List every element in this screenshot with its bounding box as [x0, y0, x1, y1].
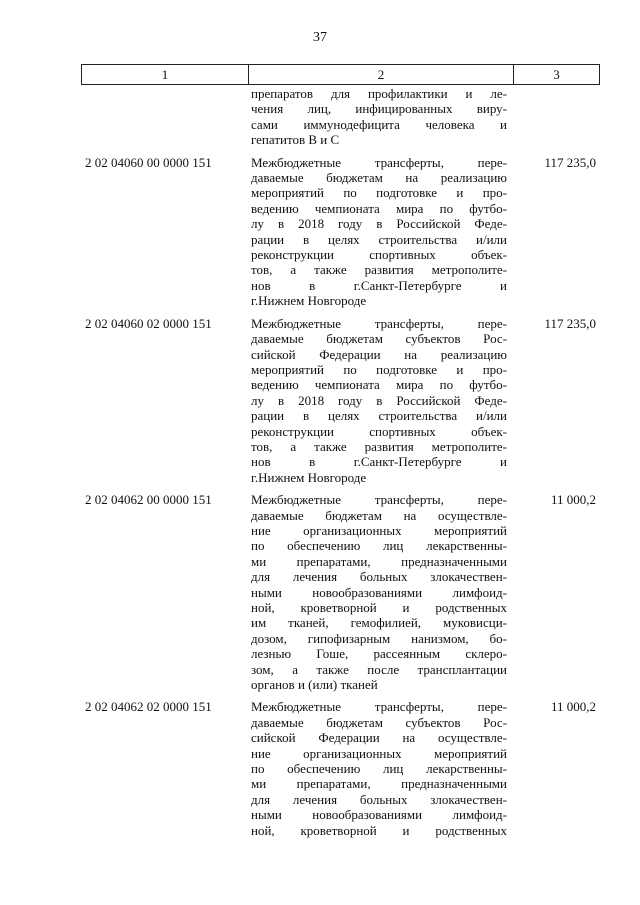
description-line: Межбюджетные трансферты, пере-	[251, 154, 507, 170]
description-line: органов и (или) тканей	[251, 677, 378, 693]
description-line: сийской Федерации на реализацию	[251, 346, 507, 362]
table-header	[81, 64, 600, 85]
column-header-3: 3	[553, 66, 560, 82]
budget-code	[81, 86, 247, 148]
description-line: г.Нижнем Новгороде	[251, 293, 367, 309]
amount-value: 117 235,0	[544, 154, 596, 170]
description-line: тов, а также развития метрополите-	[251, 438, 507, 454]
description-line: ми препаратами, предназначенными	[251, 776, 507, 792]
description-line: нов в г.Санкт-Петербурге и	[251, 277, 507, 293]
description-line: г.Нижнем Новгороде	[251, 469, 367, 485]
description-line: рации в целях строительства и/или	[251, 231, 507, 247]
table-body	[81, 86, 600, 838]
description-line: гепатитов B и C	[251, 132, 340, 148]
table-row	[81, 155, 600, 309]
table-row	[81, 492, 600, 692]
description-line: по обеспечению лиц лекарственны-	[251, 761, 507, 777]
table-row	[81, 316, 600, 485]
table-row	[81, 86, 600, 148]
description-line: мероприятий по подготовке и про-	[251, 361, 507, 377]
description-line: по обеспечению лиц лекарственны-	[251, 538, 507, 554]
description-line: сами иммунодефицита человека и	[251, 116, 507, 132]
table-row	[81, 699, 600, 838]
description-line: ной, кроветворной и родственных	[251, 822, 507, 838]
column-header-2: 2	[248, 65, 514, 84]
description-line: ми препаратами, предназначенными	[251, 553, 507, 569]
description-line: для лечения больных злокачествен-	[251, 569, 507, 585]
description-line: зом, а также после трансплантации	[251, 661, 507, 677]
description-line: даваемые бюджетам на реализацию	[251, 170, 507, 186]
row-description	[247, 155, 511, 309]
description-line: даваемые бюджетам субъектов Рос-	[251, 331, 507, 347]
description-line: тов, а также развития метрополите-	[251, 262, 507, 278]
description-line: Межбюджетные трансферты, пере-	[251, 315, 507, 331]
description-line: для лечения больных злокачествен-	[251, 791, 507, 807]
amount-value: 11 000,2	[550, 492, 596, 508]
description-line: чения лиц, инфицированных виру-	[251, 101, 507, 117]
amount-value	[511, 86, 600, 148]
budget-code: 2 02 04060 00 0000 151	[85, 154, 212, 170]
description-line: лезнью Гоше, рассеянным склеро-	[251, 646, 507, 662]
page-number: 37	[313, 30, 327, 45]
description-line: ние организационных мероприятий	[251, 745, 507, 761]
description-line: Межбюджетные трансферты, пере-	[251, 699, 507, 715]
description-line: ведению чемпионата мира по футбо-	[251, 377, 507, 393]
row-description	[247, 699, 511, 838]
description-line: лу в 2018 году в Российской Феде-	[251, 216, 507, 232]
description-line: дозом, гипофизарным нанизмом, бо-	[251, 630, 507, 646]
row-description	[247, 316, 511, 485]
description-line: нов в г.Санкт-Петербурге и	[251, 454, 507, 470]
row-description	[247, 492, 511, 692]
budget-code: 2 02 04060 02 0000 151	[85, 315, 212, 331]
column-header-1: 1	[161, 66, 169, 82]
description-line: реконструкции спортивных объек-	[251, 423, 507, 439]
description-line: сийской Федерации на осуществле-	[251, 730, 507, 746]
row-description	[247, 86, 511, 148]
description-line: ными новообразованиями лимфоид-	[251, 584, 507, 600]
description-line: ной, кроветворной и родственных	[251, 600, 507, 615]
amount-value: 117 235,0	[544, 315, 596, 331]
amount-value: 11 000,2	[550, 699, 596, 715]
description-line: рации в целях строительства и/или	[251, 408, 507, 424]
description-line: им тканей, гемофилией, муковисци-	[251, 615, 507, 631]
description-line: ведению чемпионата мира по футбо-	[251, 200, 507, 216]
description-line: ние организационных мероприятий	[251, 522, 507, 538]
description-line: лу в 2018 году в Российской Феде-	[251, 392, 507, 408]
budget-code: 2 02 04062 00 0000 151	[85, 492, 212, 508]
description-line: мероприятий по подготовке и про-	[251, 185, 507, 201]
description-line: ными новообразованиями лимфоид-	[251, 807, 507, 823]
description-line: даваемые бюджетам субъектов Рос-	[251, 714, 507, 730]
description-line: препаратов для профилактики и ле-	[251, 86, 507, 101]
description-line: реконструкции спортивных объек-	[251, 247, 507, 263]
budget-code: 2 02 04062 02 0000 151	[85, 699, 212, 715]
description-line: даваемые бюджетам на осуществле-	[251, 507, 507, 523]
description-line: Межбюджетные трансферты, пере-	[251, 492, 507, 508]
